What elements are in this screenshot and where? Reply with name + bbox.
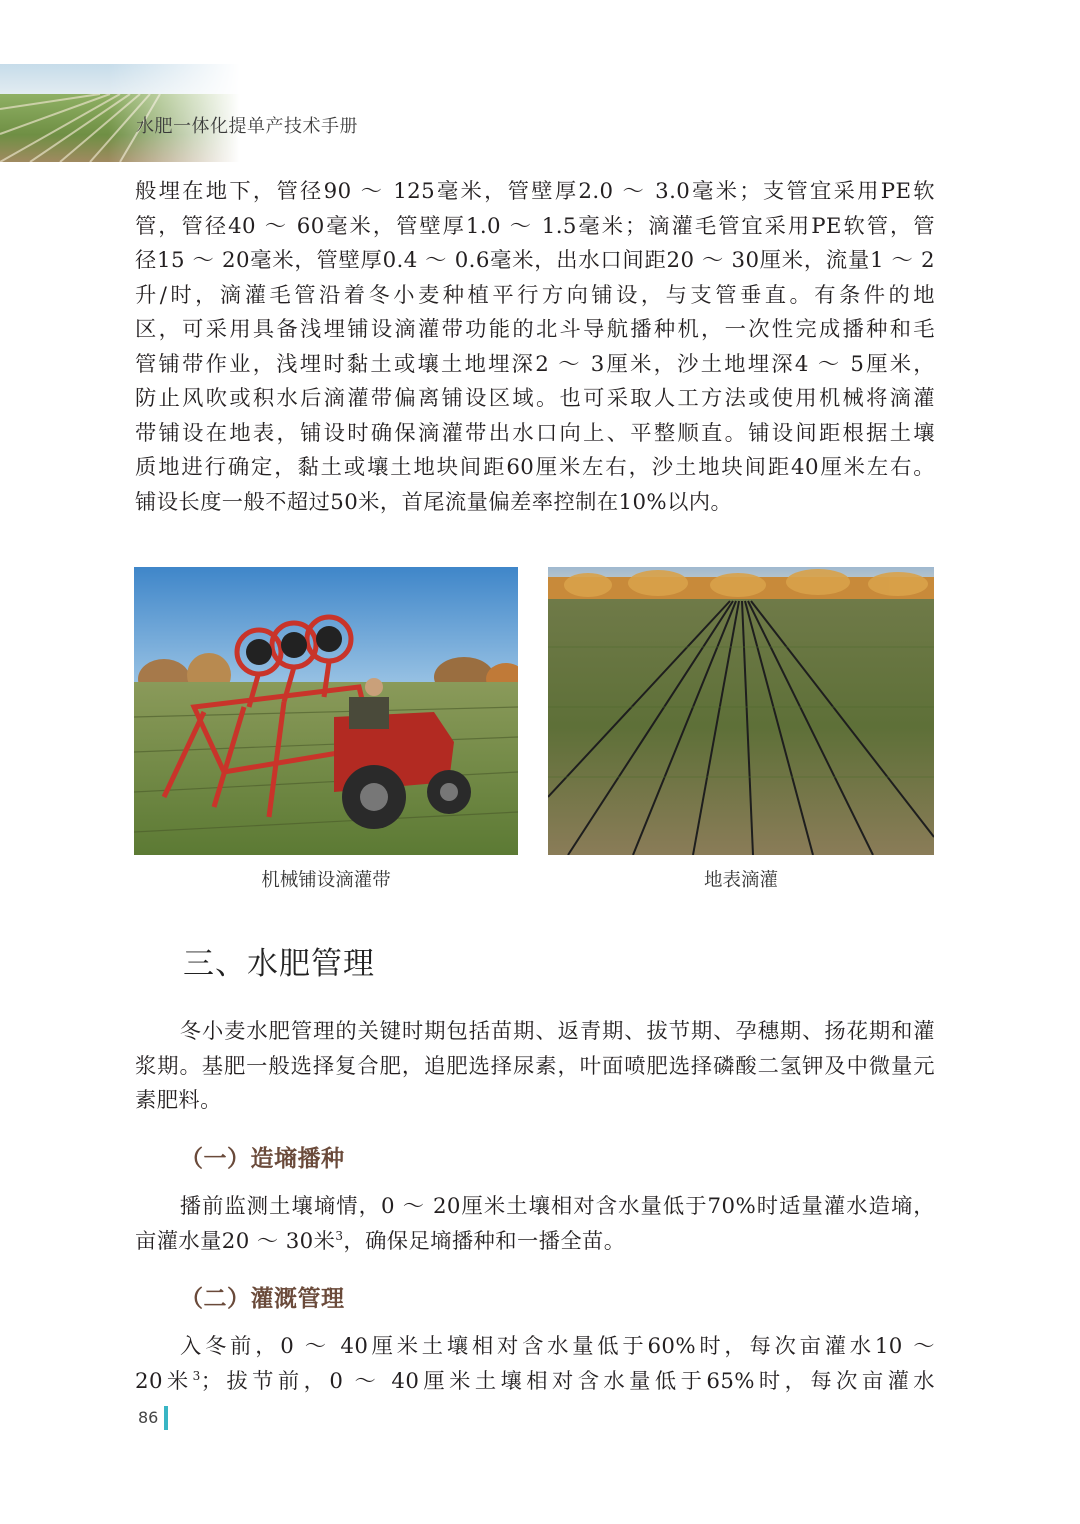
page-number: 86 [138, 1408, 159, 1427]
paragraph-line: 质地进行确定，黏土或壤土地块间距60厘米左右，沙土地块间距40厘米左右。 [135, 455, 935, 480]
paragraph-line: 入冬前，0 ～ 40厘米土壤相对含水量低于60%时，每次亩灌水10 ～ [180, 1334, 935, 1359]
figure-caption-left: 机械铺设滴灌带 [261, 870, 391, 891]
paragraph-line: 径15 ～ 20毫米，管壁厚0.4 ～ 0.6毫米，出水口间距20 ～ 30厘米，流量1 ～ 2 [135, 248, 935, 273]
subsection-title-irrigation: （二）灌溉管理 [180, 1286, 345, 1312]
running-title: 水肥一体化提单产技术手册 [136, 116, 358, 137]
paragraph-line: 带铺设在地表，铺设时确保滴灌带出水口向上、平整顺直。铺设间距根据土壤 [135, 420, 935, 446]
tractor-laying-drip-tape-photo [134, 567, 518, 855]
page-number-bar [164, 1406, 168, 1430]
surface-drip-field-photo [548, 567, 934, 855]
superscript: 3 [335, 1228, 344, 1243]
section-intro-paragraph: 冬小麦水肥管理的关键时期包括苗期、返青期、拔节期、孕穗期、扬花期和灌浆期。基肥一般选择复合肥，追肥选择尿素，叶面喷肥选择磷酸二氢钾及中微量元素肥料。 [135, 1019, 935, 1113]
paragraph-text: ；拔节前，0 ～ 40厘米土壤相对含水量低于65%时，每次亩灌水 [200, 1368, 935, 1394]
paragraph-line: 管铺带作业，浅埋时黏土或壤土地埋深2 ～ 3厘米，沙土地埋深4 ～ 5厘米， [135, 351, 935, 377]
subsection-irrigation-paragraph [135, 1330, 935, 1399]
paragraph-text: 播前监测土壤墒情，0 ～ 20厘米土壤相对含水量低于70%时适量灌水造墒，亩灌水量20 ～ 30米 [135, 1194, 935, 1254]
paragraph-line: 管，管径40 ～ 60毫米，管壁厚1.0 ～ 1.5毫米；滴灌毛管宜采用PE软管，管 [135, 213, 935, 239]
section-title: 三、水肥管理 [183, 946, 375, 982]
paragraph-line [135, 1365, 935, 1400]
paragraph-line: 防止风吹或积水后滴灌带偏离铺设区域。也可采取人工方法或使用机械将滴灌 [135, 386, 935, 411]
subsection-title-sowing: （一）造墒播种 [180, 1146, 345, 1172]
paragraph-last-line: 铺设长度一般不超过50米，首尾流量偏差率控制在10%以内。 [135, 489, 733, 515]
paragraph-text: 20米 [135, 1368, 193, 1394]
subsection-sowing-paragraph [135, 1190, 935, 1259]
figure-caption-right: 地表滴灌 [703, 870, 778, 891]
superscript: 3 [192, 1368, 201, 1383]
paragraph-text: ，确保足墒播种和一播全苗。 [343, 1228, 626, 1254]
paragraph-line: 升/时，滴灌毛管沿着冬小麦种植平行方向铺设，与支管垂直。有条件的地 [135, 282, 935, 308]
body-paragraph-top [135, 175, 935, 520]
paragraph-line: 般埋在地下，管径90 ～ 125毫米，管壁厚2.0 ～ 3.0毫米；支管宜采用PE软 [135, 179, 935, 204]
paragraph-line: 区，可采用具备浅埋铺设滴灌带功能的北斗导航播种机，一次性完成播种和毛 [135, 317, 935, 342]
